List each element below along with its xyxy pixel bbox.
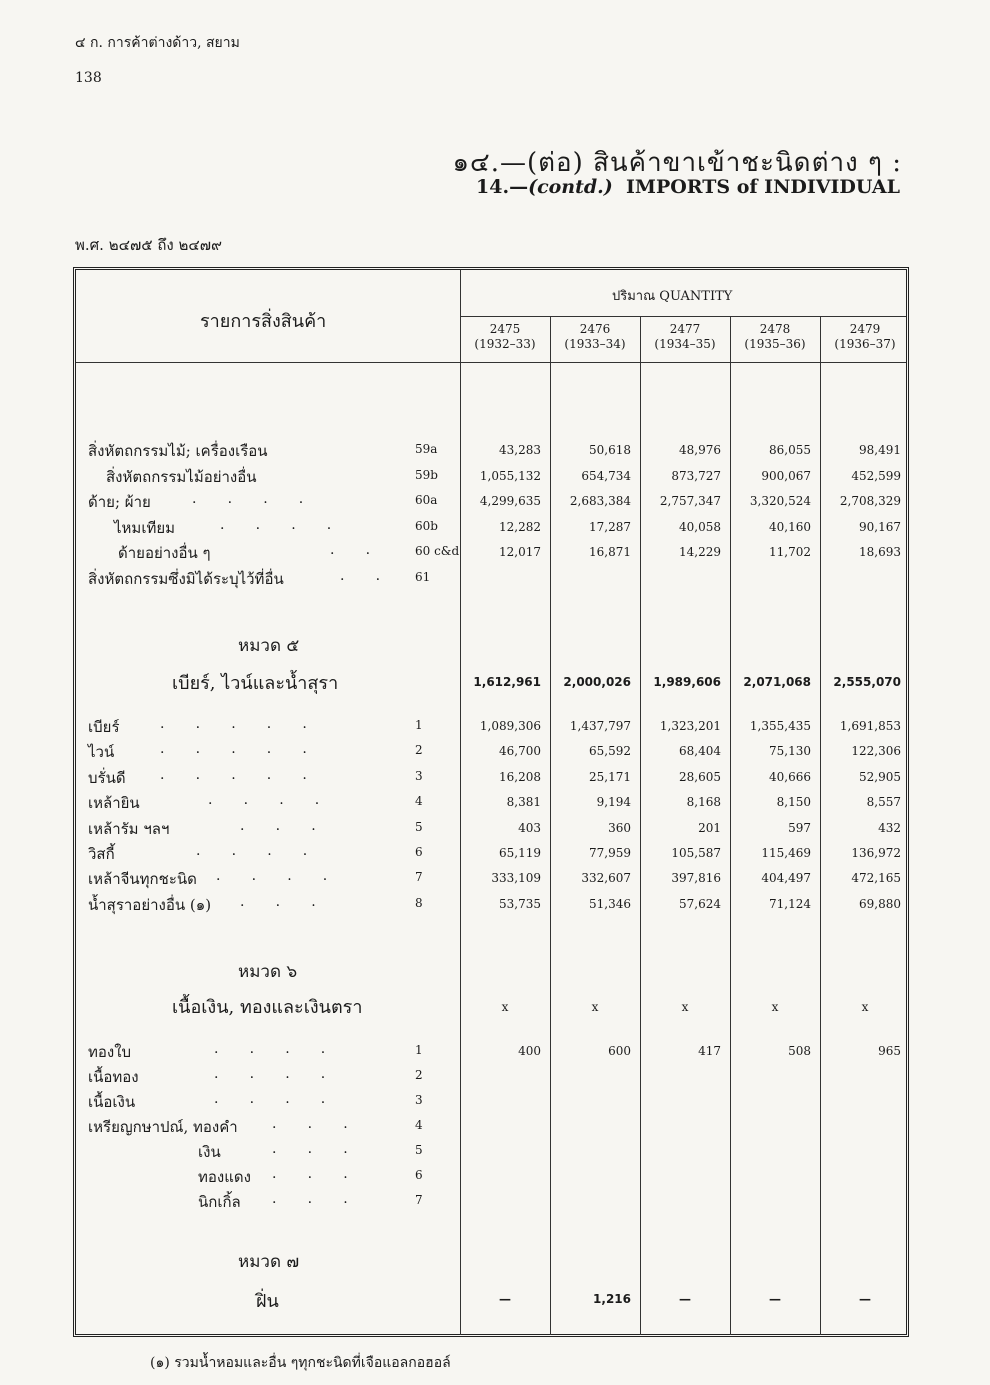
item-code: 7 xyxy=(415,1193,423,1207)
cell-value: 11,702 xyxy=(769,545,811,559)
cell-value: 360 xyxy=(608,820,631,835)
cell-value: 472,165 xyxy=(851,871,901,886)
cell-value: 8,381 xyxy=(506,795,541,810)
section-total: x xyxy=(591,1000,599,1014)
item-label: ทองใบ xyxy=(88,1043,132,1061)
section-total: 1,216 xyxy=(593,1292,631,1306)
section-total: 2,071,068 xyxy=(743,675,811,689)
cell-value: 3,320,524 xyxy=(749,494,811,508)
cell-value: 68,404 xyxy=(679,744,721,759)
cell-value: 51,346 xyxy=(589,896,631,911)
item-code: 5 xyxy=(415,819,423,834)
footnote: (๑) รวมน้ำหอมและอื่น ๆทุกชะนิดที่เจือแอลกอฮอล์ xyxy=(150,1355,451,1371)
item-code: 4 xyxy=(415,794,423,809)
cell-value: 16,871 xyxy=(589,545,631,559)
cell-value: 2,683,384 xyxy=(569,494,631,508)
cell-value: 965 xyxy=(878,1044,901,1058)
year-header xyxy=(821,322,909,352)
cell-value: 40,160 xyxy=(769,519,811,534)
item-code: 59b xyxy=(415,467,438,482)
year-ad: (1933–34) xyxy=(564,337,626,351)
item-code: 60a xyxy=(415,493,438,507)
section-total: — xyxy=(499,1292,511,1306)
year-ad: (1932–33) xyxy=(474,337,536,351)
year-ad: (1935–36) xyxy=(744,337,806,351)
year-be: 2477 xyxy=(669,322,701,336)
cell-value: 8,168 xyxy=(686,795,721,810)
cell-value: 105,587 xyxy=(671,846,721,860)
cell-value: 136,972 xyxy=(851,846,901,860)
cell-value: 654,734 xyxy=(581,468,631,483)
column-group-quantity: ปริมาณ QUANTITY xyxy=(612,289,733,304)
cell-value: 43,283 xyxy=(499,443,541,457)
leader-dots: . . . . . xyxy=(160,716,307,732)
year-header xyxy=(731,322,819,352)
table-title-thai: ๑๔.—(ต่อ) สินค้าขาเข้าชะนิดต่าง ๆ : xyxy=(452,148,902,178)
cell-value: 597 xyxy=(788,820,811,835)
year-header xyxy=(461,322,549,352)
item-code: 3 xyxy=(415,1093,423,1107)
leader-dots: . . . xyxy=(272,1116,348,1132)
leader-dots: . . . . xyxy=(214,1091,326,1107)
section-title: ฝิ่น xyxy=(256,1291,279,1312)
item-label: ด้ายอย่างอื่น ๆ xyxy=(118,544,211,562)
cell-value: 400 xyxy=(518,1044,541,1058)
title-contd: (contd.) xyxy=(528,176,613,198)
cell-value: 508 xyxy=(788,1044,811,1058)
section-total: x xyxy=(681,1000,689,1014)
leader-dots: . . xyxy=(340,567,381,584)
cell-value: 333,109 xyxy=(491,871,541,886)
item-code: 6 xyxy=(415,845,423,859)
cell-value: 122,306 xyxy=(851,744,901,759)
item-label: สิ่งหัตถกรรมไม้; เครื่องเรือน xyxy=(88,442,268,460)
leader-dots: . . . . xyxy=(214,1041,326,1057)
title-rest: IMPORTS of INDIVIDUAL xyxy=(626,176,900,198)
section-total: x xyxy=(771,1000,779,1014)
year-be: 2479 xyxy=(849,322,881,336)
item-label: เหรียญกษาปณ์, ทองคำ xyxy=(88,1118,238,1136)
item-code: 2 xyxy=(415,1068,423,1082)
leader-dots: . . xyxy=(330,542,371,558)
cell-value: 12,017 xyxy=(499,545,541,559)
leader-dots: . . . . . xyxy=(160,741,307,758)
cell-value: 600 xyxy=(608,1044,631,1058)
item-code: 6 xyxy=(415,1168,423,1182)
item-code: 61 xyxy=(415,569,431,584)
cell-value: 873,727 xyxy=(671,468,721,483)
leader-dots: . . . xyxy=(240,817,316,834)
cell-value: 69,880 xyxy=(859,896,901,911)
item-code: 4 xyxy=(415,1118,423,1132)
section-heading: หมวด ๕ xyxy=(238,636,300,656)
leader-dots: . . . xyxy=(272,1141,348,1157)
item-label: นิกเกิ้ล xyxy=(198,1193,241,1211)
cell-value: 14,229 xyxy=(679,545,721,559)
item-label: เนื้อทอง xyxy=(88,1068,139,1086)
cell-value: 46,700 xyxy=(499,744,541,759)
item-label: ไวน์ xyxy=(88,743,115,762)
item-code: 1 xyxy=(415,1043,423,1057)
table-title-english xyxy=(476,176,900,198)
item-code: 3 xyxy=(415,768,423,783)
cell-value: 417 xyxy=(698,1044,721,1058)
cell-value: 16,208 xyxy=(499,769,541,784)
cell-value: 452,599 xyxy=(851,468,901,483)
cell-value: 98,491 xyxy=(859,443,901,457)
item-label: บรั่นดี xyxy=(88,768,126,787)
section-total: 2,000,026 xyxy=(563,675,631,689)
leader-dots: . . . . xyxy=(214,1066,326,1082)
cell-value: 52,905 xyxy=(859,769,901,784)
leader-dots: . . . xyxy=(240,893,316,910)
cell-value: 8,150 xyxy=(776,795,811,810)
year-be: 2476 xyxy=(579,322,611,336)
item-label: น้ำสุราอย่างอื่น (๑) xyxy=(88,895,212,914)
cell-value: 4,299,635 xyxy=(479,494,541,508)
section-total: 2,555,070 xyxy=(833,675,901,689)
section-title: เนื้อเงิน, ทองและเงินตรา xyxy=(172,997,363,1018)
leader-dots: . . . . . xyxy=(160,766,307,783)
year-header xyxy=(551,322,639,352)
item-code: 60 c&d xyxy=(415,544,460,558)
cell-value: 1,055,132 xyxy=(479,468,541,483)
cell-value: 25,171 xyxy=(589,769,631,784)
header-bottom-rule xyxy=(76,362,906,363)
item-code: 5 xyxy=(415,1143,423,1157)
cell-value: 18,693 xyxy=(859,545,901,559)
cell-value: 75,130 xyxy=(769,744,811,759)
year-header xyxy=(641,322,729,352)
cell-value: 404,497 xyxy=(761,871,811,886)
cell-value: 432 xyxy=(878,820,901,835)
page-number: 138 xyxy=(75,70,102,86)
leader-dots: . . . . xyxy=(192,491,304,507)
cell-value: 1,355,435 xyxy=(749,719,811,733)
item-label: เหล้าจีนทุกชะนิด xyxy=(88,870,197,889)
cell-value: 2,757,347 xyxy=(659,494,721,508)
cell-value: 40,058 xyxy=(679,519,721,534)
item-label: สิ่งหัตถกรรมซึ่งมิได้ระบุไว้ที่อื่น xyxy=(88,569,284,588)
cell-value: 65,592 xyxy=(589,744,631,759)
section-total: 1,989,606 xyxy=(653,675,721,689)
item-label: เนื้อเงิน xyxy=(88,1093,136,1111)
item-label: ไหมเทียม xyxy=(114,518,176,537)
cell-value: 1,323,201 xyxy=(659,719,721,733)
item-label: เหล้ารัม ฯลฯ xyxy=(88,819,170,838)
cell-value: 201 xyxy=(698,820,721,835)
section-total: x xyxy=(861,1000,869,1014)
item-label: ด้าย; ผ้าย xyxy=(88,493,151,511)
item-code: 60b xyxy=(415,518,438,533)
year-be: 2475 xyxy=(489,322,521,336)
cell-value: 90,167 xyxy=(859,519,901,534)
cell-value: 1,437,797 xyxy=(569,719,631,733)
section-total: 1,612,961 xyxy=(473,675,541,689)
cell-value: 9,194 xyxy=(596,795,631,810)
cell-value: 71,124 xyxy=(769,896,811,911)
section-title: เบียร์, ไวน์และน้ำสุรา xyxy=(172,673,339,694)
item-label: สิ่งหัตถกรรมไม้อย่างอื่น xyxy=(106,467,257,486)
section-total: — xyxy=(679,1292,691,1306)
item-label: วิสกี้ xyxy=(88,845,115,863)
leader-dots: . . . xyxy=(272,1166,348,1182)
cell-value: 403 xyxy=(518,820,541,835)
cell-value: 86,055 xyxy=(769,443,811,457)
section-total: — xyxy=(859,1292,871,1306)
item-label: เหล้ายิน xyxy=(88,794,140,813)
cell-value: 50,618 xyxy=(589,443,631,457)
leader-dots: . . . . xyxy=(196,843,308,859)
item-code: 8 xyxy=(415,895,423,910)
cell-value: 12,282 xyxy=(499,519,541,534)
cell-value: 332,607 xyxy=(581,871,631,886)
cell-value: 1,691,853 xyxy=(839,719,901,733)
cell-value: 8,557 xyxy=(866,795,901,810)
year-ad: (1936–37) xyxy=(834,337,896,351)
item-label: เบียร์ xyxy=(88,718,120,736)
running-head: ๔ ก. การค้าต่างด้าว, สยาม xyxy=(75,35,240,51)
cell-value: 48,976 xyxy=(679,443,721,457)
cell-value: 900,067 xyxy=(761,468,811,483)
cell-value: 115,469 xyxy=(761,846,811,860)
cell-value: 17,287 xyxy=(589,519,631,534)
leader-dots: . . . . xyxy=(216,868,328,885)
cell-value: 57,624 xyxy=(679,896,721,911)
cell-value: 77,959 xyxy=(589,846,631,860)
cell-value: 397,816 xyxy=(671,871,721,886)
section-heading: หมวด ๗ xyxy=(238,1252,300,1272)
cell-value: 2,708,329 xyxy=(839,494,901,508)
cell-value: 65,119 xyxy=(499,846,541,860)
leader-dots: . . . xyxy=(272,1191,348,1207)
period-label: พ.ศ. ๒๔๗๕ ถึง ๒๔๗๙ xyxy=(75,236,223,254)
item-code: 59a xyxy=(415,442,438,456)
cell-value: 1,089,306 xyxy=(479,719,541,733)
year-be: 2478 xyxy=(759,322,791,336)
item-code: 7 xyxy=(415,870,423,885)
leader-dots: . . . . xyxy=(220,516,332,533)
leader-dots: . . . . xyxy=(208,792,320,809)
section-total: — xyxy=(769,1292,781,1306)
section-total: x xyxy=(501,1000,509,1014)
cell-value: 28,605 xyxy=(679,769,721,784)
header-rule xyxy=(461,316,906,317)
item-label: ทองแดง xyxy=(198,1168,251,1186)
cell-value: 40,666 xyxy=(769,769,811,784)
item-code: 2 xyxy=(415,743,423,758)
year-ad: (1934–35) xyxy=(654,337,716,351)
column-header-items: รายการสิ่งสินค้า xyxy=(200,311,327,332)
cell-value: 53,735 xyxy=(499,896,541,911)
item-code: 1 xyxy=(415,718,423,732)
section-heading: หมวด ๖ xyxy=(238,962,298,982)
title-number: 14.— xyxy=(476,176,529,198)
item-label: เงิน xyxy=(198,1143,221,1161)
